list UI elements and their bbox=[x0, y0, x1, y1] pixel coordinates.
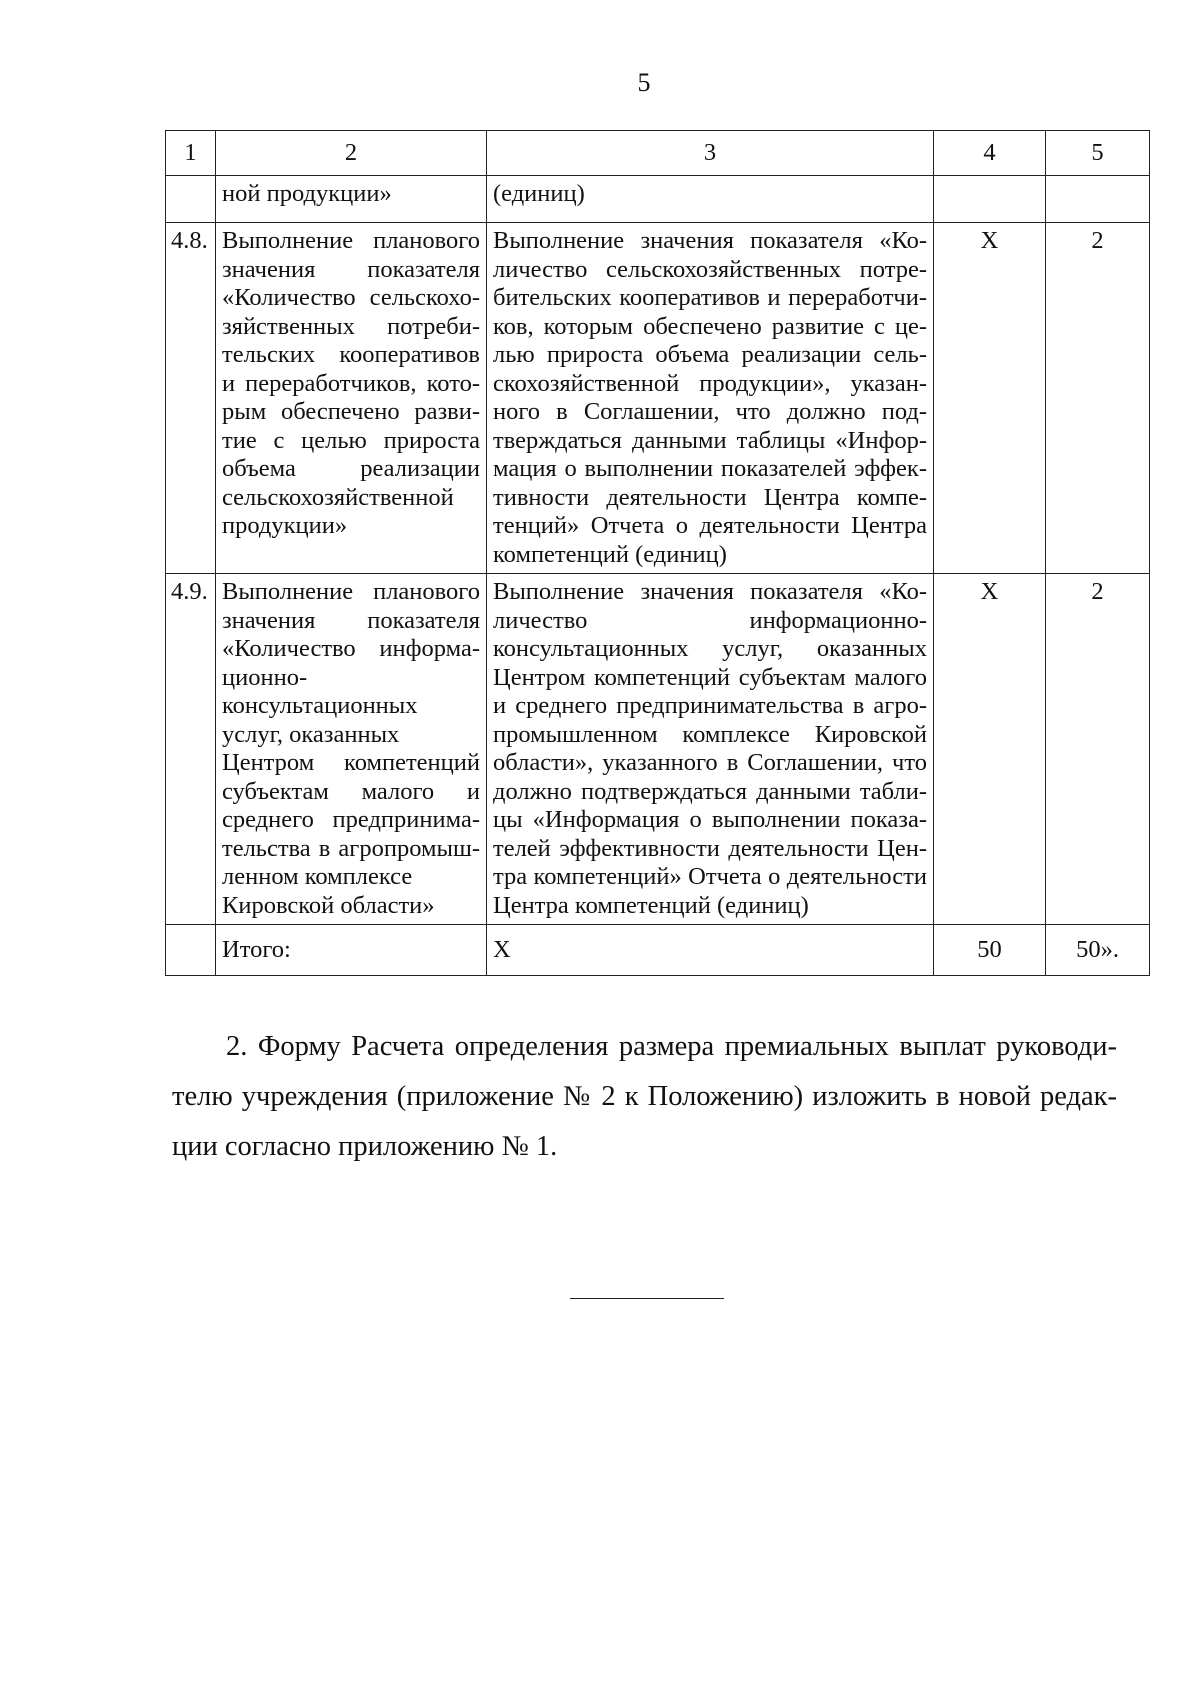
points-cell bbox=[1046, 176, 1150, 223]
cell-line: Кировской области» bbox=[222, 891, 435, 919]
indicator-description-cell: (единиц) bbox=[487, 176, 934, 223]
cell-line: Центром компетенций субъектам малого bbox=[493, 663, 927, 691]
body-paragraph bbox=[172, 1022, 1117, 1172]
cell-line: тельства в агропромыш- bbox=[222, 834, 480, 862]
cell-line: личество сельскохозяйственных потре- bbox=[493, 255, 927, 283]
total-row bbox=[166, 925, 1150, 976]
cell-line: субъектам малого и bbox=[222, 777, 480, 805]
row-number-cell: 4.9. bbox=[166, 574, 216, 925]
total-value-cell: 50 bbox=[934, 925, 1046, 976]
cell-line: ленном комплексе bbox=[222, 863, 413, 890]
cell-line: объема реализации bbox=[222, 455, 480, 482]
paragraph-line: ции согласно приложению № 1. bbox=[172, 1131, 558, 1162]
cell-line: области», указанного в Соглашении, что bbox=[493, 749, 927, 776]
indicators-table bbox=[165, 130, 1150, 976]
cell-line: «Количество информа- bbox=[222, 635, 480, 662]
paragraph-line: телю учреждения (приложение № 2 к Положению) изложить в новой редак- bbox=[172, 1081, 1117, 1112]
cell-line: лью прироста объема реализации сель- bbox=[493, 341, 927, 368]
header-cell: 2 bbox=[216, 131, 487, 176]
value-cell: X bbox=[934, 574, 1046, 925]
cell-line: Центром компетенций bbox=[222, 749, 480, 776]
cell-line: зяйственных потреби- bbox=[222, 312, 480, 340]
cell-line: Центра компетенций (единиц) bbox=[493, 891, 809, 919]
row-number-cell bbox=[166, 176, 216, 223]
cell-line: промышленном комплексе Кировской bbox=[493, 720, 927, 748]
cell-line: компетенций (единиц) bbox=[493, 540, 727, 568]
cell-line: «Количество сельскохо- bbox=[222, 284, 480, 311]
cell-line: значения показателя bbox=[222, 255, 480, 283]
page-number: 5 bbox=[637, 68, 651, 97]
total-description-cell: X bbox=[487, 925, 934, 976]
cell-line: сельскохозяйственной bbox=[222, 483, 454, 511]
cell-line: Выполнение планового bbox=[222, 578, 480, 605]
cell-line: и переработчиков, кото- bbox=[222, 369, 480, 397]
value-cell: X bbox=[934, 223, 1046, 574]
cell-line: консультационных услуг, оказанных bbox=[493, 635, 927, 662]
cell-line: должно подтверждаться данными табли- bbox=[493, 777, 927, 805]
cell-line: рым обеспечено разви- bbox=[222, 398, 480, 425]
total-points-cell: 50». bbox=[1046, 925, 1150, 976]
table-row bbox=[166, 176, 1150, 223]
cell-line: мация о выполнении показателей эффек- bbox=[493, 455, 927, 482]
cell-line: значения показателя bbox=[222, 606, 480, 634]
table-row bbox=[166, 574, 1150, 925]
cell-line: консультационных bbox=[222, 692, 418, 719]
cell-line: тра компетенций» Отчета о деятельности bbox=[493, 863, 927, 890]
cell-line: тивности деятельности Центра компе- bbox=[493, 483, 927, 511]
cell-line: среднего предпринима- bbox=[222, 806, 480, 833]
cell-line: ков, которым обеспечено развитие с це- bbox=[493, 312, 927, 340]
cell-line: Выполнение планового bbox=[222, 227, 480, 254]
row-number-cell bbox=[166, 925, 216, 976]
paragraph-line: 2. Форму Расчета определения размера премиальных выплат руководи- bbox=[226, 1031, 1117, 1062]
row-number-cell: 4.8. bbox=[166, 223, 216, 574]
cell-line: бительских кооперативов и переработчи- bbox=[493, 284, 927, 311]
header-cell: 3 bbox=[487, 131, 934, 176]
indicator-name-cell bbox=[216, 223, 487, 574]
indicator-description-cell bbox=[487, 223, 934, 574]
cell-line: ного в Соглашении, что должно под- bbox=[493, 398, 927, 425]
points-cell: 2 bbox=[1046, 574, 1150, 925]
cell-line: и среднего предпринимательства в агро- bbox=[493, 692, 927, 719]
indicator-description-cell bbox=[487, 574, 934, 925]
cell-line: Выполнение значения показателя «Ко- bbox=[493, 578, 927, 605]
cell-line: Выполнение значения показателя «Ко- bbox=[493, 227, 927, 254]
header-cell: 5 bbox=[1046, 131, 1150, 176]
table-header-row bbox=[166, 131, 1150, 176]
cell-line: услуг, оказанных bbox=[222, 720, 400, 748]
table-row bbox=[166, 223, 1150, 574]
cell-line: тие с целью прироста bbox=[222, 426, 480, 454]
indicator-name-cell: ной продукции» bbox=[216, 176, 487, 223]
header-cell: 4 bbox=[934, 131, 1046, 176]
header-cell: 1 bbox=[166, 131, 216, 176]
cell-line: тверждаться данными таблицы «Инфор- bbox=[493, 426, 927, 454]
cell-line: тенций» Отчета о деятельности Центра bbox=[493, 512, 927, 539]
cell-line: цы «Информация о выполнении показа- bbox=[493, 806, 927, 833]
cell-line: личество информационно- bbox=[493, 606, 927, 634]
cell-line: телей эффективности деятельности Цен- bbox=[493, 834, 927, 862]
cell-line: тельских кооперативов bbox=[222, 341, 480, 368]
cell-line: ционно- bbox=[222, 663, 308, 691]
cell-line: скохозяйственной продукции», указан- bbox=[493, 369, 927, 397]
total-label-cell: Итого: bbox=[216, 925, 487, 976]
indicator-name-cell bbox=[216, 574, 487, 925]
closing-divider bbox=[570, 1298, 724, 1299]
points-cell: 2 bbox=[1046, 223, 1150, 574]
value-cell bbox=[934, 176, 1046, 223]
cell-line: продукции» bbox=[222, 512, 348, 539]
